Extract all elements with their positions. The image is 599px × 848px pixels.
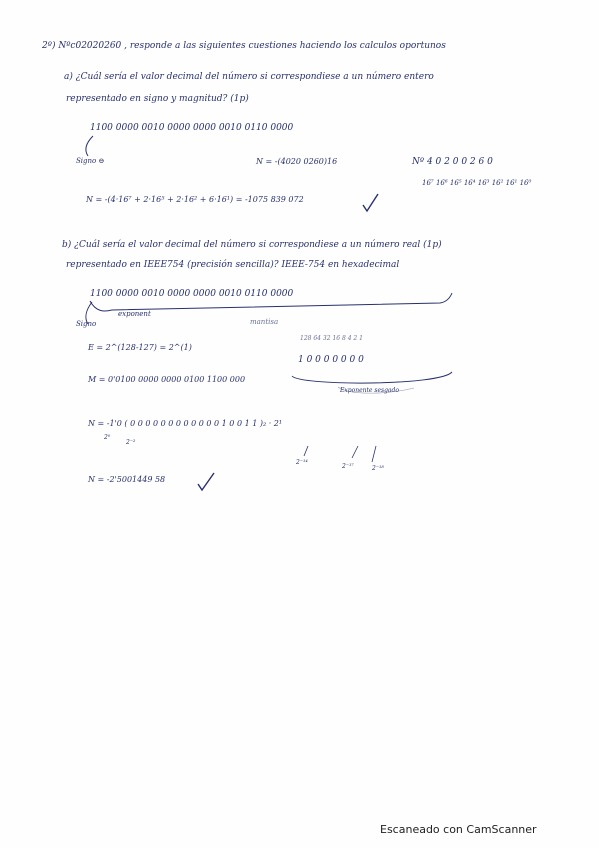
part-b-prompt-1: b) ¿Cuál sería el valor decimal del número si correspondiese a un número real (1p) <box>62 240 442 250</box>
power-note-4: 2⁻¹⁸ <box>372 465 384 472</box>
power-note-3: 2⁻¹⁷ <box>342 463 354 470</box>
exponent-label: exponent <box>118 310 151 318</box>
check-mark-a <box>363 194 378 211</box>
part-a-sign-label: Signo ⊖ <box>76 157 105 165</box>
part-a-hex-digits: Nº 4 0 2 0 0 2 6 0 <box>412 157 493 167</box>
part-b-sign-label: Signo <box>76 320 97 328</box>
part-a-hex-value: N = -(4020 0260)16 <box>256 157 338 166</box>
exponent-underline <box>292 372 452 383</box>
sign-arrow <box>86 136 93 156</box>
part-b-binary: 1100 0000 0010 0000 0000 0010 0110 0000 <box>90 289 294 299</box>
mantissa-line: M = 0'0100 0000 0000 0100 1100 000 <box>88 375 246 384</box>
question-header: 2º) Nºc02020260 , responde a las siguientes cuestiones haciendo los calculos oportunos <box>42 41 446 51</box>
part-a-prompt-2: representado en signo y magnitud? (1p) <box>66 94 249 104</box>
exponent-weights: 128 64 32 16 8 4 2 1 <box>300 335 363 342</box>
part-a-prompt-1: a) ¿Cuál sería el valor decimal del número si correspondiese a un número entero <box>64 72 434 82</box>
scanner-footer: Escaneado con CamScanner <box>380 823 537 836</box>
note-arrow-3 <box>372 446 376 462</box>
check-mark-b <box>198 473 214 490</box>
part-a-hex-powers: 16⁷ 16⁶ 16⁵ 16⁴ 16³ 16² 16¹ 16⁰ <box>422 179 532 187</box>
exponent-bits: 1 0 0 0 0 0 0 0 <box>298 355 364 365</box>
power-note-1: 2⁻² <box>126 439 136 446</box>
power-note-0: 2⁰ <box>104 434 111 441</box>
part-a-binary: 1100 0000 0010 0000 0000 0010 0110 0000 <box>90 123 294 133</box>
power-note-2: 2⁻¹⁴ <box>296 459 308 466</box>
note-arrow-1 <box>304 446 308 456</box>
part-a-result: N = -(4·16⁷ + 2·16⁵ + 2·16² + 6·16¹) = -1075 839 072 <box>86 195 304 204</box>
part-b-result: N = -2'5001449 58 <box>88 475 166 484</box>
part-b-prompt-2: representado en IEEE754 (precisión sencilla)? IEEE-754 en hexadecimal <box>66 260 400 270</box>
mantissa-label: mantisa <box>250 318 279 326</box>
exponent-note: Exponente sesgado <box>340 387 399 394</box>
exponent-formula: E = 2^(128-127) = 2^(1) <box>88 343 192 352</box>
value-formula: N = -1'0 ( 0 0 0 0 0 0 0 0 0 0 0 0 1 0 0 1 1 )₂ · 2¹ <box>88 419 283 428</box>
note-arrow-2 <box>352 446 358 458</box>
